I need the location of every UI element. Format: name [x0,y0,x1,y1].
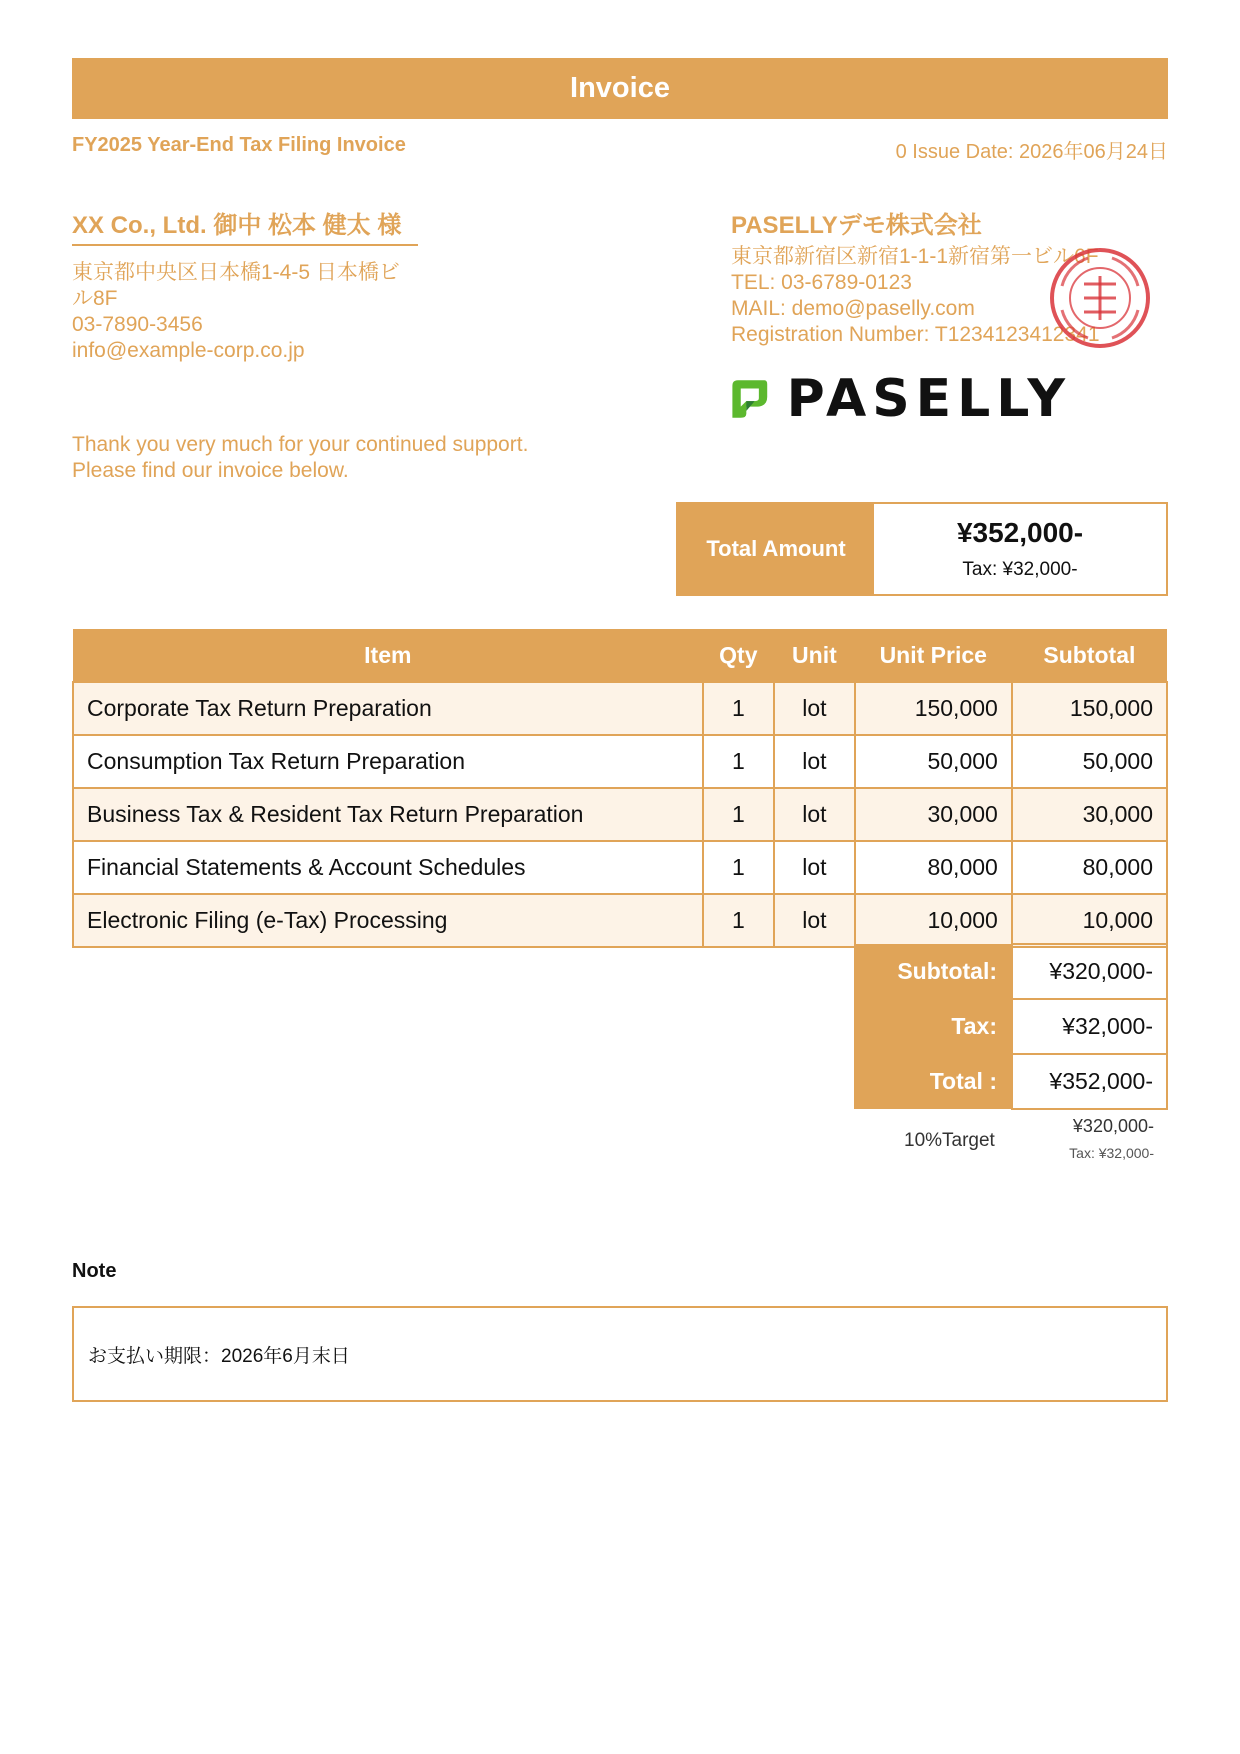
summary-row-tax [854,999,1167,1054]
summary-tax-label: Tax: [854,999,1012,1054]
issue-date: 0 Issue Date: 2026年06月24日 [895,141,1168,163]
issuer-tel: TEL: 03-6789-0123 [731,271,912,294]
note-box [72,1306,1168,1402]
cell-unit: lot [774,841,855,894]
cell-subtotal: 80,000 [1012,841,1167,894]
total-amount-value: ¥352,000- [956,517,1084,548]
table-row [73,682,1167,735]
paselly-leaf-logo-icon [731,370,769,428]
issuer-logo [731,368,1071,430]
col-header-qty: Qty [703,629,775,682]
cell-qty: 1 [703,788,775,841]
cell-subtotal: 30,000 [1012,788,1167,841]
total-amount-values [874,504,1166,594]
tax-target-label: 10%Target [904,1130,995,1151]
col-header-subtotal: Subtotal [1012,629,1167,682]
col-header-unit-price: Unit Price [855,629,1012,682]
total-amount-label: Total Amount [678,504,874,594]
tax-target-tax: Tax: ¥32,000- [1069,1145,1154,1161]
summary-subtotal-label: Subtotal: [854,944,1012,999]
invoice-subtitle: FY2025 Year-End Tax Filing Invoice [72,134,406,156]
cell-unit-price: 80,000 [855,841,1012,894]
invoice-title: Invoice [72,58,1168,119]
cell-item: Business Tax & Resident Tax Return Preparation [73,788,703,841]
summary-subtotal-value: ¥320,000- [1012,944,1167,999]
summary-total-label: Total : [854,1054,1012,1109]
col-header-unit: Unit [774,629,855,682]
table-row [73,788,1167,841]
cell-item: Corporate Tax Return Preparation [73,682,703,735]
cell-qty: 1 [703,841,775,894]
cell-unit-price: 50,000 [855,735,1012,788]
cell-unit: lot [774,788,855,841]
cell-unit-price: 30,000 [855,788,1012,841]
table-row [73,841,1167,894]
greeting-line-2: Please find our invoice below. [72,459,349,482]
cell-qty: 1 [703,682,775,735]
issuer-name: PASELLYデモ株式会社 [731,212,982,239]
cell-unit-price: 150,000 [855,682,1012,735]
cell-subtotal: 10,000 [1012,894,1167,947]
summary-table [854,943,1168,1110]
issuer-registration: Registration Number: T1234123412341 [731,323,1100,346]
cell-unit-price: 10,000 [855,894,1012,947]
summary-tax-value: ¥32,000- [1012,999,1167,1054]
cell-qty: 1 [703,894,775,947]
greeting-line-1: Thank you very much for your continued support. [72,433,529,456]
cell-qty: 1 [703,735,775,788]
total-amount-box [676,502,1168,596]
issuer-address: 東京都新宿区新宿1-1-1新宿第一ビル6F [731,245,1099,268]
client-address: 東京都中央区日本橋1-4-5 日本橋ビル8F [72,261,400,310]
items-table [72,629,1168,948]
table-row [73,894,1167,947]
cell-unit: lot [774,682,855,735]
tax-target-amount: ¥320,000- [1072,1116,1154,1136]
table-row [73,735,1167,788]
note-text: お支払い期限：2026年6月末日 [88,1345,350,1367]
client-contact [72,260,418,364]
summary-row-subtotal [854,944,1167,999]
cell-item: Consumption Tax Return Preparation [73,735,703,788]
cell-subtotal: 150,000 [1012,682,1167,735]
cell-item: Financial Statements & Account Schedules [73,841,703,894]
greeting [72,432,528,484]
cell-unit: lot [774,894,855,947]
total-amount-tax: Tax: ¥32,000- [962,559,1078,580]
summary-total-value: ¥352,000- [1012,1054,1167,1109]
client-phone: 03-7890-3456 [72,313,203,336]
cell-unit: lot [774,735,855,788]
client-email: info@example-corp.co.jp [72,339,305,362]
cell-subtotal: 50,000 [1012,735,1167,788]
client-block [72,212,418,364]
items-table-header [73,629,1167,682]
client-name: XX Co., Ltd. 御中 松本 健太 様 [72,212,418,246]
cell-item: Electronic Filing (e-Tax) Processing [73,894,703,947]
company-seal-icon [1048,246,1152,350]
logo-wordmark: PASELLY [786,369,1071,429]
summary-row-total [854,1054,1167,1109]
note-label: Note [72,1260,117,1282]
col-header-item: Item [73,629,703,682]
issuer-mail: MAIL: demo@paselly.com [731,297,975,320]
